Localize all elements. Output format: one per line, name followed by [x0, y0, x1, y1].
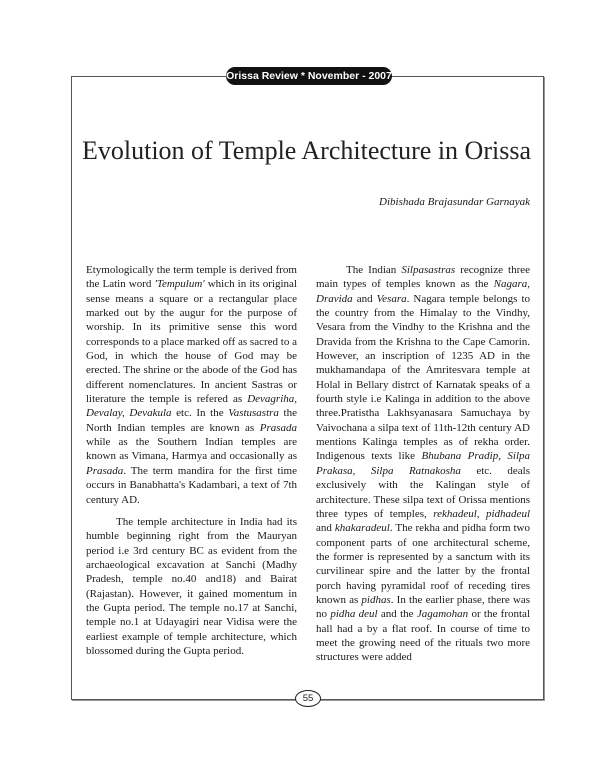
text-run: and [316, 522, 335, 535]
body-paragraph [86, 515, 297, 658]
text-run: etc. In the [171, 407, 229, 420]
text-run: . The rekha and pidha form two component parts of one architectural scheme, the former is represented by a sanctum with its curvilinear spire and the latter by the frontal porch having pyramidal roof of receding tires known as [316, 522, 530, 606]
text-run: etc. deals exclusively with the Kalingan style of architecture. These silpa text of Orissa mentions three types of temples, [316, 464, 530, 520]
italic-text: Prasada [86, 464, 124, 477]
italic-text: pidha deul [330, 608, 378, 621]
text-run: The Indian [346, 264, 402, 276]
italic-text: Vastusastra [228, 407, 279, 420]
italic-text: Jagamohan [416, 608, 469, 621]
text-run: . Nagara temple belongs to the country from the Himalay to the Vindhy, Vesara from the Vindhy to the Krishna and the Dravida from the Krishna to the Cape Camorin. However, an inscription of 1235 AD in the mukhamandapa of the Amritesvara temple at Holal in Bellary distrct of Karnatak speaks of a fourth style i.e Kalinga in addition to the above three.Pratistha Lakhsyanasara Samuchaya by Vaivochana a silpa text of 11th-12th century AD mentions Kalinga temples as of rekha order. Indigenous texts like [316, 292, 530, 463]
text-run: and the [377, 608, 417, 621]
text-run: recognize three main types of temples known as the [316, 264, 531, 291]
italic-text: pidhas [361, 593, 391, 606]
article-title: Evolution of Temple Architecture in Orissa [82, 136, 531, 165]
text-run: . The term mandira for the first time occurs in Banabhatta's Kadambari, a text of 7th century AD. [86, 464, 297, 506]
running-header: Orissa Review * November - 2007 [226, 67, 392, 85]
italic-text: khakaradeul [334, 522, 390, 535]
text-run: and [352, 292, 377, 305]
body-paragraph [86, 263, 297, 507]
italic-text: Vesara [376, 292, 407, 305]
body-column-right [316, 263, 530, 665]
text-run: The temple architecture in India had its humble beginning right from the Mauryan period i.e 3rd century BC as evident from the archaeological excavation at Sanchi (Madhy Pradesh, temple no.40 and18) and Bairat (Rajastan). However, it gained momentum in the Gupta period. The temple no.17 at Sanchi, temple no.1 at Udayagiri near Vidisa were the earliest example of temple architecture, which blossomed during the Gupta period. [86, 515, 297, 657]
italic-text: 'Tempulum' [154, 278, 205, 291]
body-paragraph [316, 263, 530, 665]
italic-text: Prasada [259, 421, 297, 434]
italic-text: Nagara, Dravida [316, 278, 530, 305]
text-run: while as the Southern Indian temples are known as Vimana, Harmya and occasionally as [86, 436, 297, 463]
text-run: or the frontal hall had a by a flat roof. In course of time to meet the growing need of the rituals two more structures were added [316, 608, 530, 664]
text-run: which in its original sense means a square or a rectangular place marked out by the augur for the purpose of worship. In its primitive sense this word corresponds to a place marked off as sacred to a God, in which the house of God may be erected. The shrine or the abode of the God has different nomenclatures. In ancient Sastras or literature the temple is refered as [86, 278, 297, 406]
italic-text: Devagriha, Devalay, Devakula [86, 393, 297, 420]
page-number: 55 [295, 690, 321, 707]
text-run: Etymologically the term temple is derived from the Latin word [86, 264, 297, 291]
italic-text: Silpasastras [401, 264, 456, 276]
body-column-left [86, 263, 297, 658]
italic-text: Bhubana Pradip, Silpa Prakasa, Silpa Ratnakosha [316, 450, 531, 477]
text-run: the North Indian temples are known as [86, 407, 297, 434]
italic-text: pidhadeul [486, 507, 530, 520]
italic-text: rekhadeul [433, 507, 477, 520]
article-author: Dibishada Brajasundar Garnayak [379, 196, 530, 208]
text-run: , [476, 507, 486, 520]
text-run: . In the earlier phase, there was no [316, 593, 531, 621]
